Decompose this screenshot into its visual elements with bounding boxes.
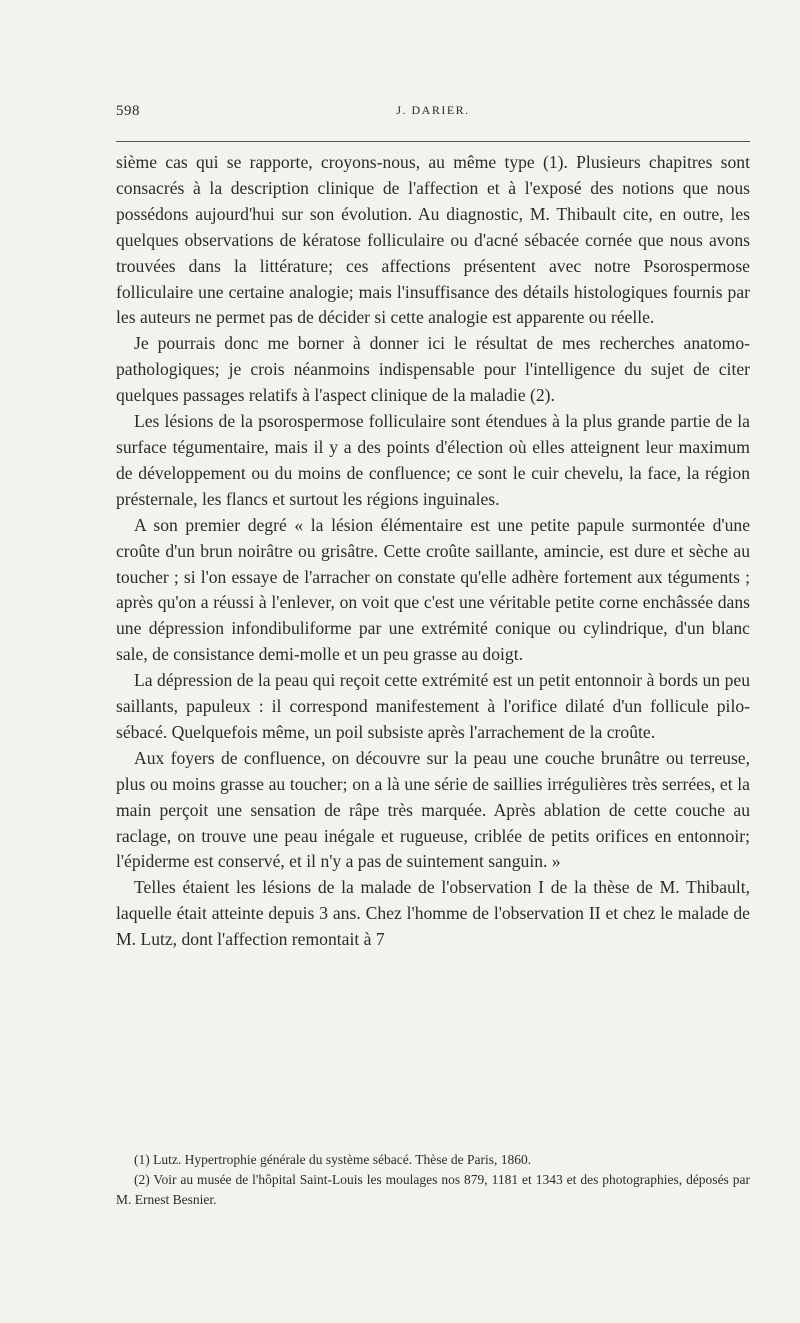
page-header — [116, 103, 750, 127]
header-rule — [116, 141, 750, 142]
paragraph: Je pourrais donc me borner à donner ici le résultat de mes recherches anatomo-pathologiques; je crois néanmoins indispensable pour l'intelligence du sujet de citer quelques passages relatifs à l'aspect clinique de la maladie (2). — [116, 333, 750, 406]
page-number: 598 — [116, 103, 140, 119]
main-text — [116, 150, 750, 953]
footnotes — [116, 1150, 750, 1210]
paragraph: A son premier degré « la lésion élémentaire est une petite papule surmontée d'une croûte d'un brun noirâtre ou grisâtre. Cette croûte saillante, amincie, est dure et sèche au toucher ; si l'on essaye de l'arracher on constate qu'elle adhère fortement aux téguments ; après qu'on a réussi à l'enlever, on voit que c'est une véritable petite corne enchâssée dans une dépression infondibuliforme par une extrémité conique ou cylindrique, d'un blanc sale, de consistance demi-molle et un peu grasse au doigt. — [116, 514, 750, 665]
paragraph: La dépression de la peau qui reçoit cette extrémité est un petit entonnoir à bords un peu saillants, papuleux : il correspond manifestement à l'orifice dilaté d'un follicule pilo-sébacé. Quelquefois même, un poil subsiste après l'arrachement de la croûte. — [116, 670, 750, 742]
paragraph: Telles étaient les lésions de la malade de l'observation I de la thèse de M. Thibault, laquelle était atteinte depuis 3 ans. Chez l'homme de l'observation II et chez le malade de M. Lutz, dont l'affection remontait à 7 — [116, 877, 750, 950]
footnote: (1) Lutz. Hypertrophie générale du système sébacé. Thèse de Paris, 1860. — [134, 1152, 532, 1167]
paragraph: Aux foyers de confluence, on découvre sur la peau une couche brunâtre ou terreuse, plus ou moins grasse au toucher; on a là une série de saillies irrégulières très serrées, et la main perçoit une sensation de râpe très marquée. Après ablation de cette couche au raclage, on trouve une peau inégale et rugueuse, criblée de petits orifices en entonnoir; l'épiderme est conservé, et il n'y a pas de suintement sanguin. » — [116, 747, 750, 872]
running-title: J. DARIER. — [396, 103, 470, 117]
paragraph: Les lésions de la psorospermose folliculaire sont étendues à la plus grande partie de la surface tégumentaire, mais il y a des points d'élection où elles atteignent leur maximum de développement ou du moins de confluence; ce sont le cuir chevelu, la face, la région présternale, les flancs et surtout les régions inguinales. — [116, 411, 750, 509]
footnote: (2) Voir au musée de l'hôpital Saint-Louis les moulages nos 879, 1181 et 1343 et des photographies, déposés par M. Ernest Besnier. — [116, 1172, 750, 1207]
paragraph: sième cas qui se rapporte, croyons-nous, au même type (1). Plusieurs chapitres sont consacrés à la description clinique de l'affection et à l'exposé des notions que nous possédons aujourd'hui sur son évolution. Au diagnostic, M. Thibault cite, en outre, les quelques observations de kératose folliculaire ou d'acné sébacée cornée que nous avons trouvées dans la littérature; ces affections présentent avec notre Psorospermose folliculaire une certaine analogie; mais l'insuffisance des détails histologiques fournis par les auteurs ne permet pas de décider si cette analogie est apparente ou réelle. — [116, 152, 750, 328]
